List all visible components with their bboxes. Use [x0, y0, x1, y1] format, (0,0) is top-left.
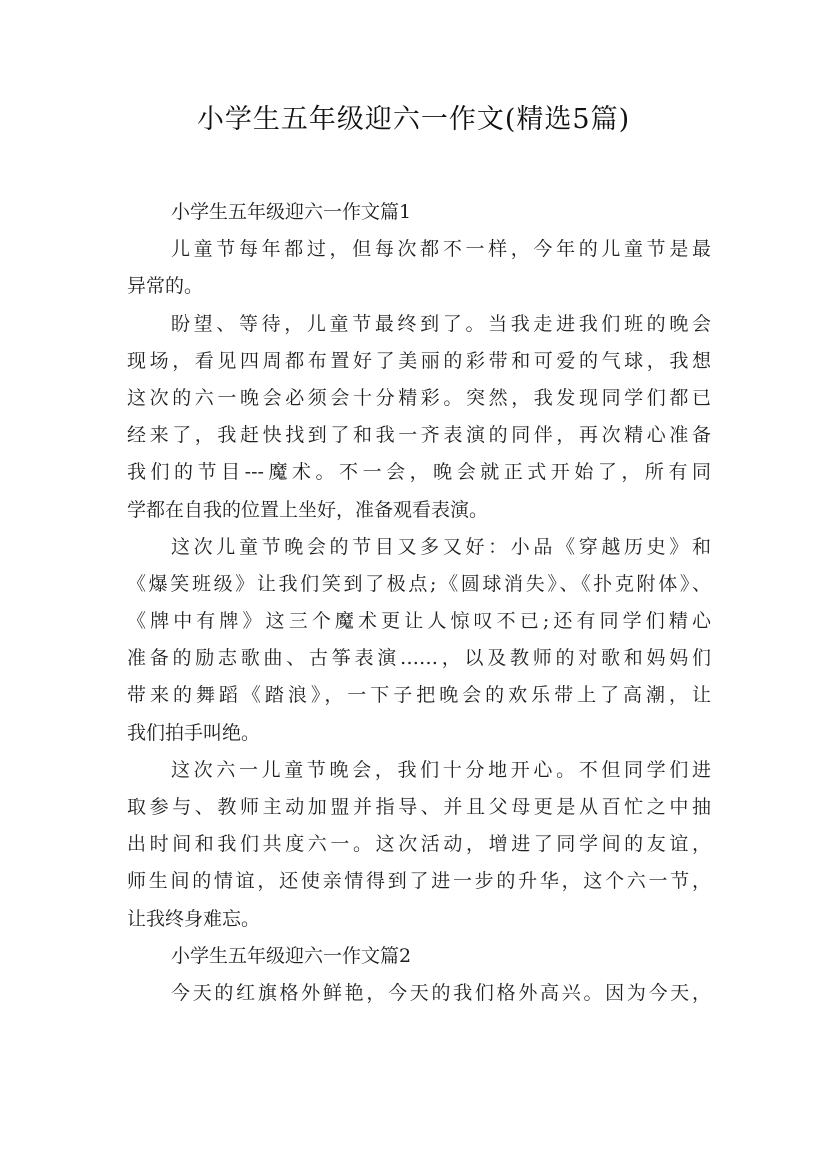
paragraph-line: 盼望、等待，儿童节最终到了。当我走进我们班的晚会	[171, 312, 711, 335]
paragraph-line: 我们拍手叫绝。	[127, 721, 261, 744]
paragraph-line: 今天的红旗格外鲜艳，今天的我们格外高兴。因为今天，	[171, 981, 711, 1004]
paragraph-line: 现场，看见四周都布置好了美丽的彩带和可爱的气球，我想	[127, 349, 711, 372]
paragraph-line: 经来了，我赶快找到了和我一齐表演的同伴，再次精心准备	[127, 424, 711, 447]
paragraph-line: 取参与、教师主动加盟并指导、并且父母更是从百忙之中抽	[127, 796, 711, 818]
paragraph-line: 这次六一儿童节晚会，我们十分地开心。不但同学们进	[171, 758, 711, 781]
paragraph-line: 学都在自我的位置上坐好，准备观看表演。	[127, 498, 489, 521]
paragraph-line: 准备的励志歌曲、古筝表演……，以及教师的对歌和妈妈们	[127, 647, 711, 670]
paragraph-line: 这次儿童节晚会的节目又多又好：小品《穿越历史》和	[171, 535, 711, 558]
paragraph-line: 这次的六一晚会必须会十分精彩。突然，我发现同学们都已	[127, 386, 711, 409]
paragraph-line: 师生间的情谊，还使亲情得到了进一步的升华，这个六一节，	[127, 870, 711, 893]
paragraph-line: 异常的。	[127, 275, 204, 298]
paragraph-line: 《爆笑班级》让我们笑到了极点;《圆球消失》、《扑克附体》、	[127, 572, 711, 595]
paragraph-line: 让我终身难忘。	[127, 907, 261, 930]
paragraph-line: 带来的舞蹈《踏浪》，一下子把晚会的欢乐带上了高潮，让	[127, 684, 711, 707]
paragraph-line: 儿童节每年都过，但每次都不一样，今年的儿童节是最	[171, 238, 711, 261]
paragraph-line: 我们的节目---魔术。不一会，晚会就正式开始了，所有同	[127, 461, 711, 484]
paragraph-line: 出时间和我们共度六一。这次活动，增进了同学间的友谊，	[127, 833, 711, 856]
document-title: 小学生五年级迎六一作文(精选5篇)	[196, 104, 631, 135]
section-heading: 小学生五年级迎六一作文篇2	[171, 944, 412, 967]
document-body	[127, 194, 711, 1012]
paragraph-line: 《牌中有牌》这三个魔术更让人惊叹不已;还有同学们精心	[127, 610, 711, 633]
section-heading: 小学生五年级迎六一作文篇1	[171, 201, 412, 223]
